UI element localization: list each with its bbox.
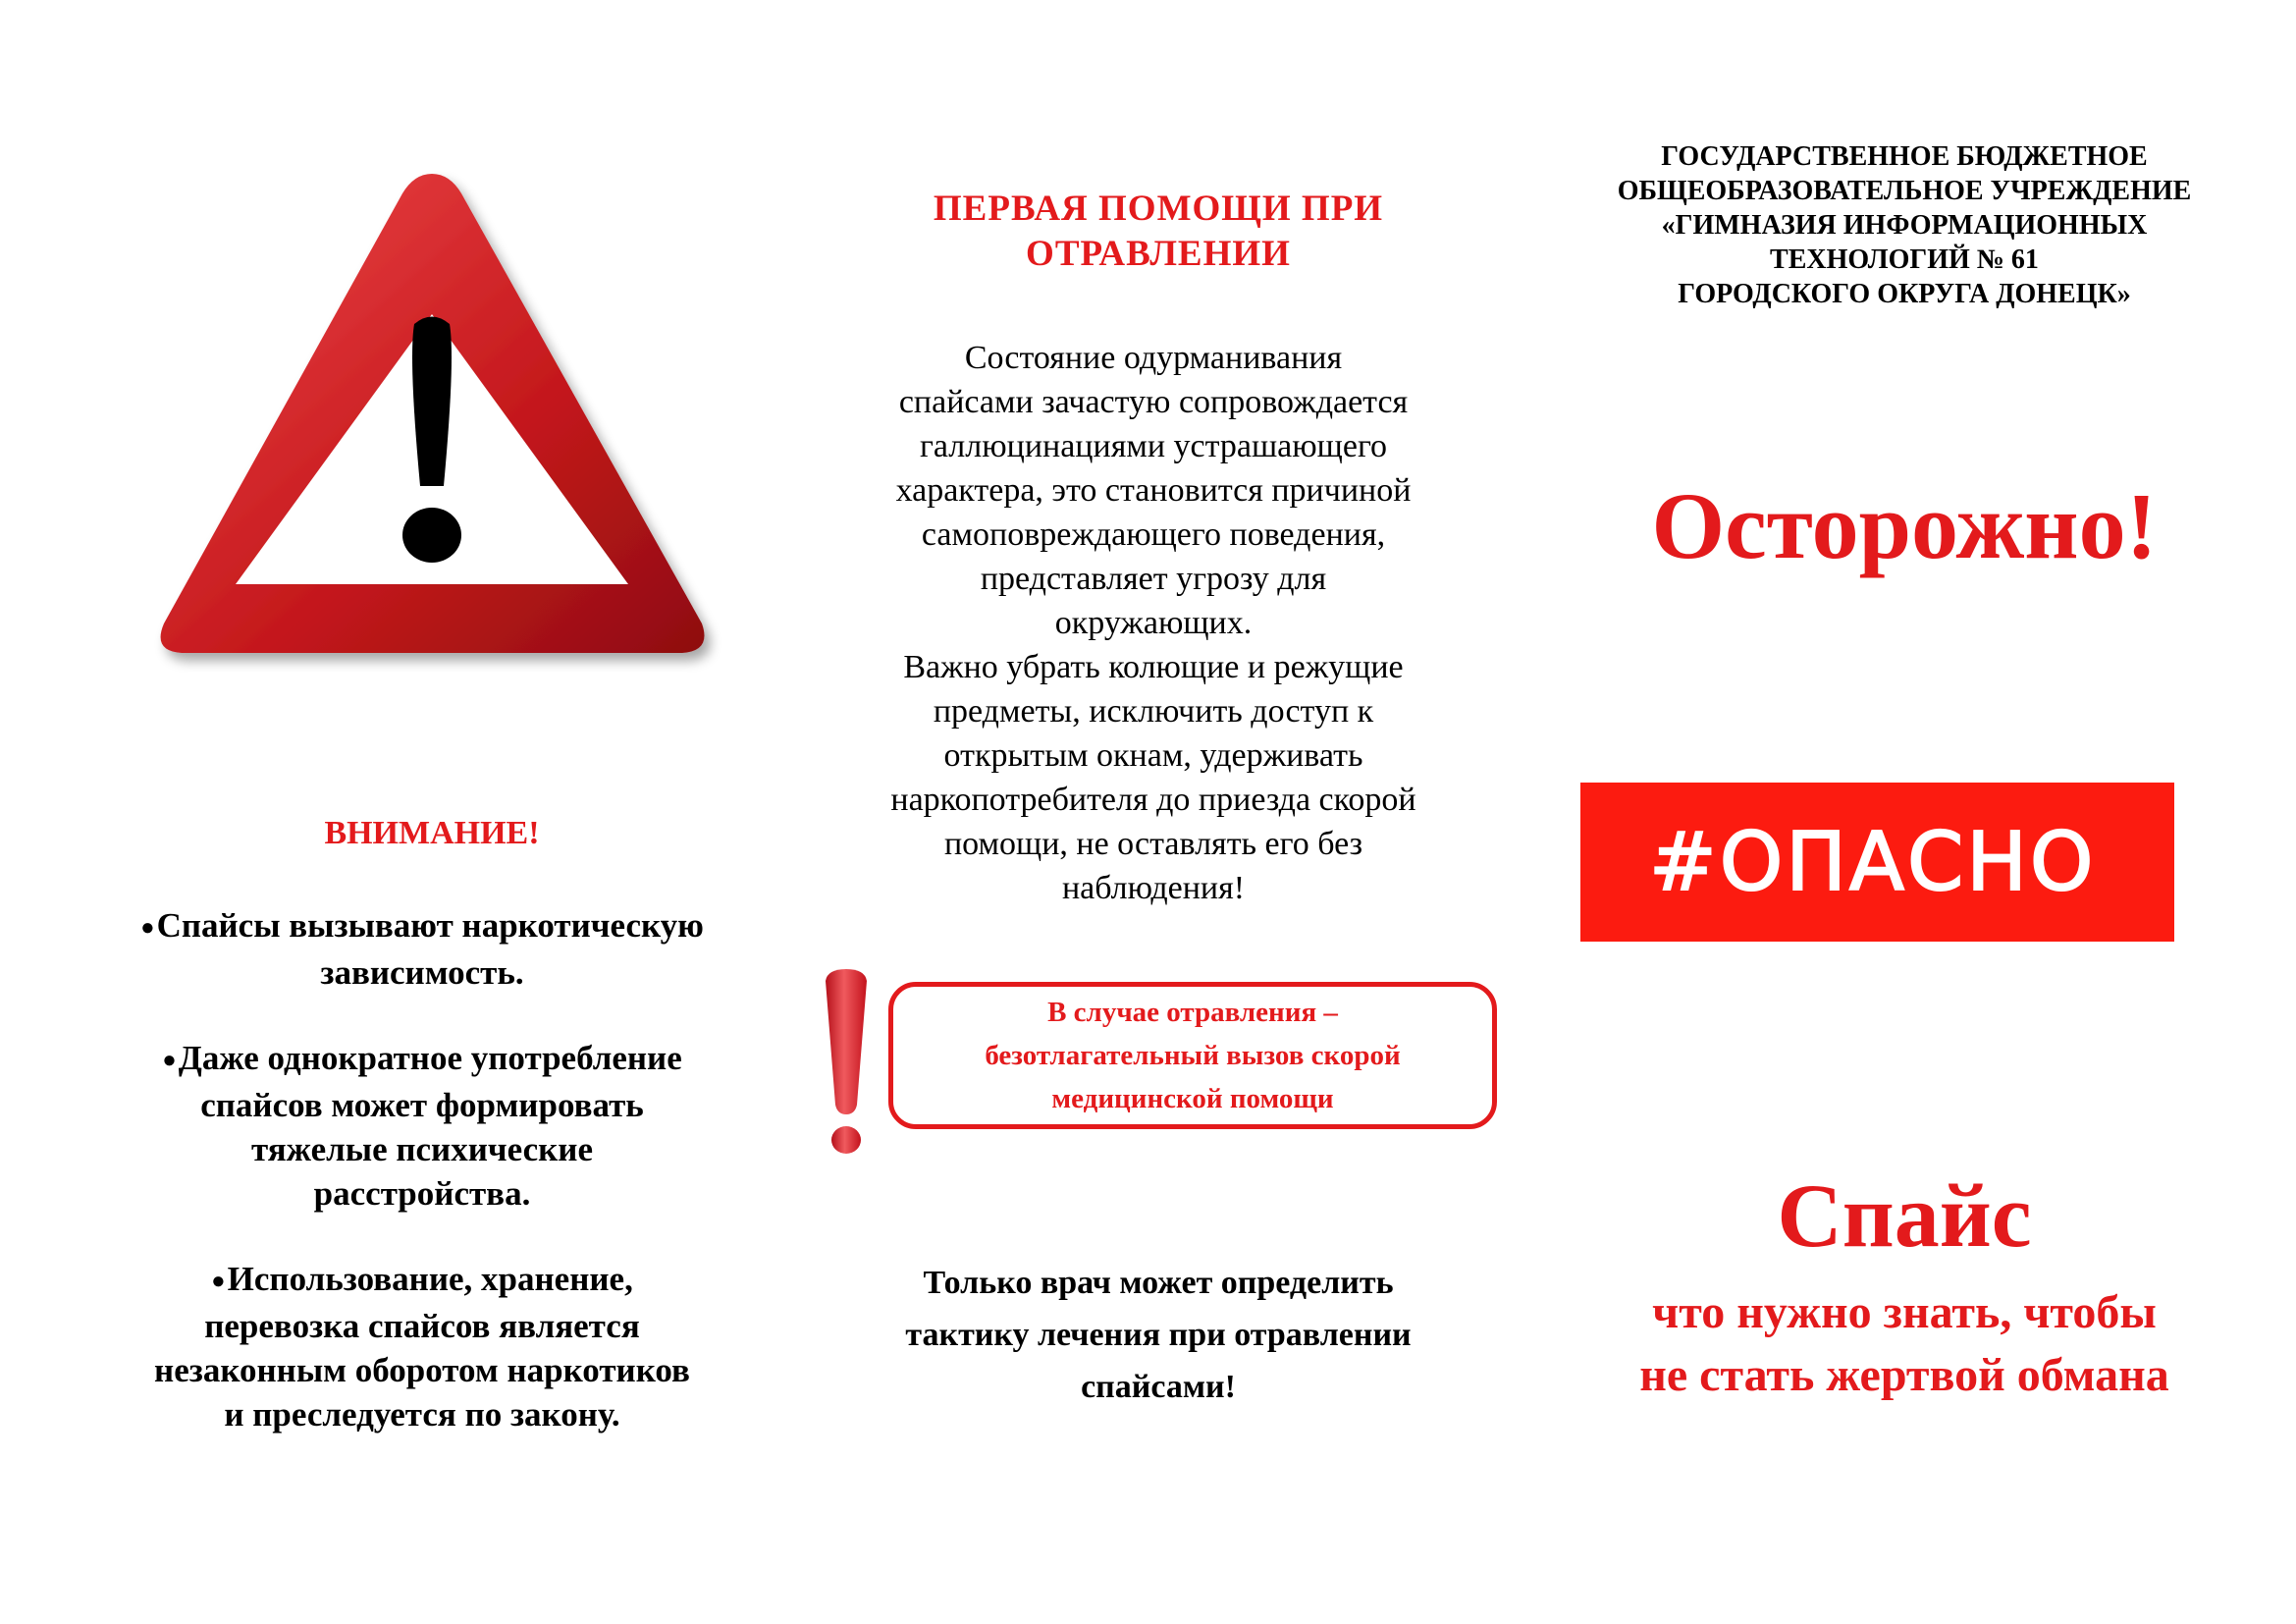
spice-title: Спайс: [1777, 1165, 2032, 1266]
body-line: спайсами зачастую сопровождается: [898, 384, 1409, 420]
first-aid-title-line: ПЕРВАЯ ПОМОЩИ ПРИ: [933, 189, 1384, 229]
bullet-item: [88, 903, 756, 995]
body-line: наркопотребителя до приезда скорой: [890, 782, 1416, 818]
bullet-text: Спайсы вызывают наркотическую: [156, 906, 704, 945]
body-line: помощи, не оставлять его без: [943, 826, 1363, 862]
spice-subtitle-line: не стать жертвой обмана: [1639, 1349, 2169, 1401]
body-line: Состояние одурманивания: [964, 340, 1343, 376]
doctor-note-line: тактику лечения при отравлении: [905, 1317, 1412, 1353]
warning-triangle-icon: [137, 162, 726, 673]
call-box-line: В случае отравления –: [1047, 997, 1338, 1028]
body-line: наблюдения!: [1061, 870, 1246, 906]
bullet-dot-icon: ●: [140, 915, 155, 942]
institution-name: [1561, 139, 2248, 311]
bullet-text: Даже однократное употребление: [178, 1039, 682, 1077]
body-line: Важно убрать колющие и режущие: [903, 649, 1404, 685]
first-aid-title-line: ОТРАВЛЕНИИ: [1026, 234, 1291, 274]
bullet-dot-icon: ●: [211, 1269, 226, 1295]
bullet-text: Использование, хранение,: [227, 1260, 633, 1298]
doctor-note: [839, 1257, 1477, 1413]
bullet-text: и преследуется по закону.: [224, 1395, 620, 1435]
body-line: окружающих.: [1054, 605, 1253, 641]
institution-line: «ГИМНАЗИЯ ИНФОРМАЦИОННЫХ: [1661, 210, 2148, 241]
attention-title: ВНИМАНИЕ!: [324, 815, 540, 851]
danger-banner: [1580, 783, 2174, 942]
body-line: галлюцинациями устрашающего: [919, 428, 1388, 464]
call-box-line: медицинской помощи: [1051, 1083, 1334, 1114]
body-line: предметы, исключить доступ к: [933, 693, 1374, 730]
danger-banner-text: #ОПАСНО: [1649, 815, 2097, 909]
first-aid-body: [839, 336, 1468, 910]
bullet-item: [88, 1036, 756, 1216]
bullet-text: расстройства.: [313, 1174, 531, 1214]
careful-heading: Осторожно!: [1651, 473, 2158, 578]
body-line: открытым окнам, удерживать: [943, 737, 1363, 774]
bullet-text: перевозка спайсов является: [204, 1307, 640, 1346]
spice-subtitle: [1561, 1281, 2248, 1407]
spice-subtitle-line: что нужно знать, чтобы: [1652, 1286, 2157, 1338]
bullet-item: [88, 1257, 756, 1436]
institution-line: ТЕХНОЛОГИЙ № 61: [1770, 244, 2039, 275]
emergency-call-box: [888, 982, 1497, 1129]
call-box-line: безотлагательный вызов скорой: [985, 1040, 1401, 1071]
institution-line: ОБЩЕОБРАЗОВАТЕЛЬНОЕ УЧРЕЖДЕНИЕ: [1617, 176, 2192, 206]
doctor-note-line: спайсами!: [1081, 1369, 1236, 1405]
bullet-text: спайсов может формировать: [200, 1086, 644, 1125]
exclamation-icon: [820, 967, 874, 1159]
body-line: самоповреждающего поведения,: [921, 516, 1386, 553]
institution-line: ГОРОДСКОГО ОКРУГА ДОНЕЦК»: [1678, 279, 2131, 309]
bullet-text: зависимость.: [320, 953, 524, 993]
doctor-note-line: Только врач может определить: [923, 1265, 1394, 1301]
bullet-dot-icon: ●: [162, 1048, 177, 1074]
bullet-text: незаконным оборотом наркотиков: [154, 1351, 690, 1390]
bullet-text: тяжелые психические: [250, 1130, 593, 1169]
institution-line: ГОСУДАРСТВЕННОЕ БЮДЖЕТНОЕ: [1661, 141, 2148, 172]
first-aid-title: [844, 187, 1472, 277]
body-line: характера, это становится причиной: [895, 472, 1412, 509]
body-line: представляет угрозу для: [980, 561, 1327, 597]
